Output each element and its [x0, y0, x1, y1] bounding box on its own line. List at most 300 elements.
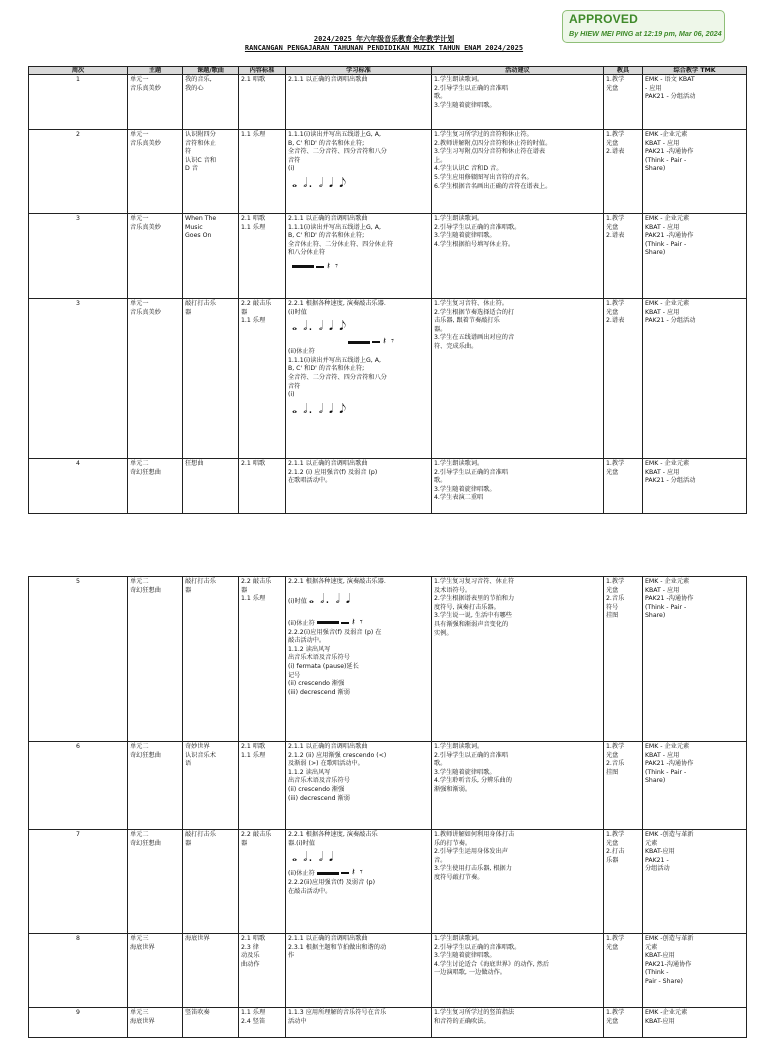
- cell-tmk: [643, 577, 747, 742]
- quarter-eighth-rest-icon: 𝄽 𝄾: [351, 867, 364, 879]
- cell-learning: [286, 830, 432, 934]
- cell-line: 光盘: [606, 308, 619, 316]
- cell-line: 1.教学: [606, 743, 625, 750]
- cell-line: KBAT-应用: [645, 848, 675, 856]
- cell-line: (i) fermata (pause)延长: [288, 662, 359, 670]
- learning-lines: [288, 300, 429, 317]
- cell-line: (i)时值: [288, 308, 307, 316]
- cell-line: PAK21 - 分组活动: [645, 317, 696, 325]
- learning-lines: [288, 348, 429, 400]
- header-learning: 学习标准: [286, 67, 432, 75]
- cell-line: 2.引导学生以正确的音准唱: [434, 751, 508, 759]
- note-values-figure: 𝅝 𝅗𝅥. 𝅗𝅥 𝅘𝅥: [308, 591, 351, 607]
- cell-line: 1.教学: [606, 131, 625, 138]
- learning-lines: [288, 578, 429, 587]
- cell-line: 竖笛吹奏: [185, 1009, 210, 1016]
- cell-line: 2.引导学生以正确的音准唱: [434, 468, 508, 476]
- cell-topic: [183, 130, 239, 214]
- cell-line: 1.学生朗读歌词。: [434, 935, 484, 942]
- cell-line: 记号: [288, 671, 301, 679]
- cell-tmk: [643, 130, 747, 214]
- cell-line: 器.(i)时值: [288, 839, 316, 847]
- cell-line: 光盘: [606, 751, 619, 759]
- cell-line: 奇幻狂想曲: [130, 468, 161, 476]
- cell-line: 海底世界: [185, 935, 210, 942]
- cell-line: 4.学生根据拍号填写休止符。: [434, 240, 515, 248]
- rest-values-figure: [348, 336, 429, 348]
- cell-line: 2.音乐: [606, 595, 625, 603]
- cell-line: 器: [185, 586, 192, 594]
- cell-line: B, C' 和D' 的音名和休止符;: [288, 365, 365, 373]
- cell-line: 2.4 竖笛: [241, 1017, 266, 1025]
- doc-title-chinese: 2024/2025 年六年级音乐教育全年教学计划: [313, 35, 455, 43]
- cell-line: 1.教学: [606, 935, 625, 942]
- cell-line: KBAT-应用: [645, 952, 675, 960]
- cell-line: 认识音乐术: [185, 751, 216, 759]
- cell-line: 2.1 唱歌: [241, 76, 266, 83]
- table-row: [29, 577, 747, 742]
- cell-theme: [128, 577, 183, 742]
- cell-line: 符号: [606, 603, 619, 611]
- note-values-figure: 𝅝 𝅗𝅥. 𝅗𝅥 𝅘𝅥 𝅘𝅥𝅮: [292, 175, 347, 191]
- cell-theme: [128, 75, 183, 130]
- cell-line: 器。: [434, 325, 447, 333]
- header-week: 周次: [29, 67, 128, 75]
- cell-line: (ii)休止符: [288, 870, 315, 878]
- cell-line: 上。: [434, 156, 447, 164]
- cell-line: 1.学生复习所学过的竖笛指法: [434, 1009, 515, 1016]
- cell-line: 音乐真美妙: [130, 84, 161, 92]
- cell-topic: [183, 459, 239, 514]
- cell-line: 乐器: [606, 856, 619, 864]
- cell-tmk: [643, 934, 747, 1008]
- cell-line: 单元二: [130, 743, 149, 750]
- cell-aids: [604, 1008, 643, 1038]
- table-row: [29, 830, 747, 934]
- cell-content: [239, 1008, 286, 1038]
- cell-line: 器: [241, 308, 248, 316]
- cell-line: Share): [645, 777, 666, 785]
- header-content: 内容标准: [239, 67, 286, 75]
- cell-line: 语: [185, 760, 192, 768]
- cell-line: 1.教学: [606, 460, 625, 467]
- cell-line: - 应用: [645, 84, 662, 92]
- cell-line: PAK21 -沟通协作: [645, 595, 694, 603]
- cell-week: 6: [29, 742, 128, 830]
- cell-theme: [128, 1008, 183, 1038]
- cell-line: 音乐真美妙: [130, 139, 161, 147]
- cell-line: EMK - 语文 KBAT: [645, 76, 695, 83]
- cell-line: 1.1 乐理: [241, 131, 266, 138]
- cell-line: 单元三: [130, 1009, 149, 1016]
- cell-line: 光盘: [606, 586, 619, 594]
- cell-line: 2.学生根据谱表里的节拍和力: [434, 595, 515, 603]
- cell-week: 1: [29, 75, 128, 130]
- header-topic: 课题/歌曲: [183, 67, 239, 75]
- cell-line: 海底世界: [130, 943, 155, 951]
- plan-table-part-1: [28, 66, 747, 514]
- cell-line: 光盘: [606, 84, 619, 92]
- cell-activities: [432, 214, 604, 299]
- cell-line: 全音符、二分音符、四分音符和八分: [288, 373, 387, 381]
- cell-line: 及术语符号。: [434, 586, 472, 594]
- cell-line: 2.2.2(i)应用强音(f) 及弱音 (p) 在: [288, 628, 382, 636]
- cell-content: [239, 830, 286, 934]
- cell-line: 器: [241, 586, 248, 594]
- cell-line: 1.学生朗读歌词。: [434, 76, 484, 83]
- half-rest-icon: [341, 872, 349, 874]
- cell-line: 作: [288, 952, 295, 960]
- cell-line: EMK - 企业元素: [645, 215, 690, 222]
- cell-line: KBAT - 应用: [645, 468, 680, 476]
- cell-week: 4: [29, 459, 128, 514]
- cell-line: 2.2.1 根据各种速度, 演奏敲击乐: [288, 831, 378, 838]
- cell-line: KBAT - 应用: [645, 751, 680, 759]
- cell-aids: [604, 299, 643, 459]
- rest-label: [288, 620, 315, 627]
- cell-line: 1.教学: [606, 300, 625, 307]
- doc-title-malay: RANCANGAN PENGAJARAN TAHUNAN PENDIDIKAN MUZIK TAHUN ENAM 2024/2025: [244, 44, 524, 52]
- cell-line: 1.教学: [606, 215, 625, 222]
- cell-line: 全音符、二分音符、四分音符和八分: [288, 148, 387, 156]
- cell-line: 2.打击: [606, 848, 625, 856]
- cell-line: 单元二: [130, 460, 149, 467]
- cell-aids: [604, 130, 643, 214]
- cell-line: Pair - Share): [645, 977, 683, 985]
- cell-activities: [432, 934, 604, 1008]
- cell-line: KBAT - 应用: [645, 223, 680, 231]
- cell-line: 1.学生复习复习音符、休止符: [434, 578, 515, 585]
- cell-line: 1.教学: [606, 578, 625, 585]
- cell-line: EMK -企业元素: [645, 131, 688, 138]
- cell-line: 1.教学: [606, 1009, 625, 1016]
- cell-line: 奇幻狂想曲: [130, 839, 161, 847]
- cell-line: 音符: [288, 382, 301, 390]
- cell-line: (iii) decrescend 渐弱: [288, 688, 350, 696]
- cell-week: 8: [29, 934, 128, 1008]
- cell-topic: [183, 75, 239, 130]
- header-activities: 活动建议: [432, 67, 604, 75]
- cell-line: 敲击活动中。: [288, 637, 326, 645]
- cell-line: 4.学生表演二重唱: [434, 494, 484, 502]
- cell-line: 2.1.1 以正确的音调唱出歌曲: [288, 743, 368, 750]
- cell-line: 曲动作: [241, 960, 260, 968]
- cell-line: 和音符的正确吹法。: [434, 1017, 490, 1025]
- quarter-eighth-rest-icon: 𝄽 𝄾: [383, 336, 395, 348]
- half-rest-icon: [372, 341, 380, 343]
- cell-line: 狂想曲: [185, 460, 204, 467]
- cell-theme: [128, 830, 183, 934]
- learning-lines: [288, 215, 429, 258]
- cell-line: PAK21 -: [645, 856, 669, 864]
- cell-line: 2.谱表: [606, 232, 625, 240]
- cell-line: Share): [645, 165, 666, 173]
- cell-activities: [432, 577, 604, 742]
- cell-activities: [432, 459, 604, 514]
- cell-line: 2.1.2 (ii) 应用渐强 crescendo (<): [288, 751, 387, 759]
- cell-line: 1.学生朗读歌词。: [434, 215, 484, 222]
- cell-content: [239, 742, 286, 830]
- cell-line: 光盘: [606, 223, 619, 231]
- cell-line: 2.2.2(ii)应用强音(f) 及弱音 (p): [288, 879, 376, 887]
- cell-line: 敲打打击乐: [185, 300, 216, 307]
- cell-line: 3.学生随着旋律唱歌。: [434, 101, 496, 109]
- cell-line: 3.学生说一说, 生活中有哪些: [434, 612, 512, 620]
- cell-line: 单元二: [130, 578, 149, 585]
- cell-aids: [604, 459, 643, 514]
- cell-line: 实例。: [434, 629, 453, 637]
- cell-line: 元素: [645, 839, 658, 847]
- cell-activities: [432, 830, 604, 934]
- cell-line: B, C' 和D' 的音名和休止符;: [288, 139, 365, 147]
- cell-line: EMK - 企业元素: [645, 460, 690, 467]
- cell-line: 音乐真美妙: [130, 223, 161, 231]
- cell-line: 一边演唱歌, 一边做动作。: [434, 969, 506, 977]
- whole-rest-icon: [348, 341, 370, 344]
- cell-line: 4.学生认识C 音和D 音。: [434, 165, 503, 173]
- duration-label: (i)时值: [288, 597, 307, 605]
- cell-line: 2.3 律: [241, 943, 259, 951]
- cell-content: [239, 459, 286, 514]
- cell-line: 1.1 乐理: [241, 751, 266, 759]
- cell-tmk: [643, 830, 747, 934]
- cell-line: 2.2 敲击乐: [241, 578, 272, 585]
- table-header-row: [29, 67, 747, 75]
- cell-aids: [604, 577, 643, 742]
- cell-line: 单元一: [130, 300, 149, 307]
- cell-line: PAK21 - 分组活动: [645, 93, 696, 101]
- cell-line: 5.学生应用修辍图写出音符的音名。: [434, 173, 533, 181]
- cell-aids: [604, 742, 643, 830]
- quarter-eighth-rest-icon: 𝄽 𝄾: [327, 260, 339, 272]
- cell-line: 歌。: [434, 477, 447, 485]
- cell-theme: [128, 130, 183, 214]
- cell-line: 3.学生使用打击乐器, 根据力: [434, 865, 512, 873]
- cell-line: 3.学生随着旋律唱歌。: [434, 952, 496, 960]
- cell-week: 5: [29, 577, 128, 742]
- cell-line: 2.1 唱歌: [241, 743, 266, 750]
- rest-label: [288, 870, 315, 877]
- cell-activities: [432, 1008, 604, 1038]
- cell-activities: [432, 130, 604, 214]
- cell-theme: [128, 459, 183, 514]
- cell-line: 2.引导学生运用身体发出声: [434, 848, 508, 856]
- cell-line: 2.2 敲击乐: [241, 300, 272, 307]
- cell-line: 2.引导学生以正确的音准唱歌。: [434, 943, 521, 951]
- cell-line: 2.引导学生以正确的音准唱: [434, 84, 508, 92]
- cell-line: (Think - Pair -: [645, 156, 687, 164]
- cell-line: 3.学生习写附点四分音符和休止符在谱表: [434, 148, 546, 156]
- cell-line: 光盘: [606, 943, 619, 951]
- cell-week: 3: [29, 299, 128, 459]
- stamp-approver: By HIEW MEI PING at 12:19 pm, Mar 06, 2024: [569, 29, 722, 38]
- cell-line: KBAT - 应用: [645, 139, 680, 147]
- cell-week: 3: [29, 214, 128, 299]
- cell-learning: [286, 75, 432, 130]
- cell-line: 全音休止符、二分休止符、四分休止符: [288, 240, 394, 248]
- cell-line: D 音: [185, 165, 198, 173]
- cell-line: KBAT - 应用: [645, 586, 680, 594]
- cell-line: 度符号, 演奏打击乐器。: [434, 603, 500, 611]
- cell-week: 9: [29, 1008, 128, 1038]
- cell-line: 2.谱表: [606, 148, 625, 156]
- learning-lines: [288, 879, 429, 896]
- cell-learning: [286, 577, 432, 742]
- table-row: [29, 459, 747, 514]
- cell-line: (ii)休止符: [288, 348, 315, 356]
- cell-line: 我的音乐,: [185, 76, 212, 83]
- cell-line: 1.教学: [606, 831, 625, 838]
- cell-aids: [604, 214, 643, 299]
- whole-rest-icon: [317, 621, 339, 624]
- cell-line: EMK - 企业元素: [645, 743, 690, 750]
- cell-line: 单元三: [130, 935, 149, 942]
- cell-line: 1.1.2 读出风写: [288, 645, 331, 653]
- cell-line: 我的心: [185, 84, 204, 92]
- cell-line: 奇幻狂想曲: [130, 751, 161, 759]
- whole-rest-icon: [292, 265, 314, 268]
- rest-values-line: [288, 867, 429, 879]
- cell-week: 7: [29, 830, 128, 934]
- cell-line: 及渐弱 (>) 在歌唱活动中。: [288, 760, 364, 768]
- cell-line: 2.1.1 以正确的音调唱出歌曲: [288, 935, 368, 942]
- cell-line: (Think - Pair -: [645, 240, 687, 248]
- cell-learning: [286, 934, 432, 1008]
- cell-tmk: [643, 1008, 747, 1038]
- note-values-figure: 𝅝 𝅗𝅥. 𝅗𝅥 𝅘𝅥 𝅘𝅥𝅮: [292, 319, 347, 335]
- cell-line: 歌。: [434, 760, 447, 768]
- cell-activities: [432, 299, 604, 459]
- cell-line: PAK21 -沟通协作: [645, 760, 694, 768]
- cell-line: 2.谱表: [606, 317, 625, 325]
- cell-line: 器: [185, 839, 192, 847]
- cell-line: 击乐器, 跟着节奏敲打乐: [434, 317, 500, 325]
- cell-tmk: [643, 459, 747, 514]
- cell-line: PAK21 - 分组活动: [645, 477, 696, 485]
- cell-activities: [432, 742, 604, 830]
- cell-line: 2.1.1 以正确的音调唱出歌曲: [288, 460, 368, 467]
- cell-content: [239, 577, 286, 742]
- quarter-eighth-rest-icon: 𝄽 𝄾: [351, 616, 364, 628]
- half-rest-icon: [316, 266, 324, 268]
- table-row: [29, 75, 747, 130]
- cell-line: 认识附四分: [185, 131, 216, 138]
- cell-line: (iii) decrescend 渐弱: [288, 794, 350, 802]
- cell-line: 1.学生朗读歌词。: [434, 743, 484, 750]
- cell-tmk: [643, 299, 747, 459]
- cell-line: 分组活动: [645, 865, 670, 873]
- cell-line: (ii)休止符: [288, 619, 315, 627]
- cell-line: 奇妙世界: [185, 743, 210, 750]
- cell-line: 2.教师讲解附点四分音符和休止符的时值。: [434, 139, 552, 147]
- plan-table-part-2: [28, 576, 747, 1038]
- cell-line: KBAT - 应用: [645, 308, 680, 316]
- stamp-title: APPROVED: [569, 12, 638, 26]
- cell-topic: [183, 934, 239, 1008]
- cell-line: 1.1 乐理: [241, 595, 266, 603]
- cell-line: 奇幻狂想曲: [130, 586, 161, 594]
- cell-line: EMK -企业元素: [645, 1009, 688, 1016]
- cell-topic: [183, 299, 239, 459]
- cell-line: 2.引导学生以正确的音准唱歌。: [434, 223, 521, 231]
- cell-learning: [286, 130, 432, 214]
- whole-rest-icon: [317, 872, 339, 875]
- cell-line: 器: [241, 839, 248, 847]
- table-row: [29, 742, 747, 830]
- cell-line: 1.1 乐理: [241, 1009, 266, 1016]
- cell-line: 1.学生朗读歌词。: [434, 460, 484, 467]
- cell-line: 单元一: [130, 131, 149, 138]
- cell-line: 敲打打击乐: [185, 831, 216, 838]
- cell-line: 器: [185, 308, 192, 316]
- cell-content: [239, 934, 286, 1008]
- table-row: [29, 299, 747, 459]
- table-row: [29, 934, 747, 1008]
- cell-line: 1.学生复习音符、休止符。: [434, 300, 508, 307]
- cell-line: 光盘: [606, 468, 619, 476]
- cell-line: 3.学生随着旋律唱歌。: [434, 485, 496, 493]
- cell-line: EMK -创造与革新: [645, 831, 694, 838]
- cell-line: 在歌唱活动中。: [288, 477, 332, 485]
- cell-line: 1.1.1(i)读出并写出五线谱上G, A,: [288, 356, 381, 364]
- cell-line: 音乐真美妙: [130, 308, 161, 316]
- cell-theme: [128, 934, 183, 1008]
- cell-line: 1.1.2 读出风写: [288, 768, 331, 776]
- cell-line: 光盘: [606, 839, 619, 847]
- cell-topic: [183, 830, 239, 934]
- cell-theme: [128, 299, 183, 459]
- cell-line: EMK - 企业元素: [645, 578, 690, 585]
- cell-line: (ii) crescendo 渐强: [288, 680, 345, 688]
- cell-line: 动及乐: [241, 952, 260, 960]
- cell-line: B, C' 和D' 的音名和休止符;: [288, 232, 365, 240]
- cell-line: PAK21-沟通协作: [645, 960, 692, 968]
- note-values-figure: 𝅝 𝅗𝅥. 𝅗𝅥 𝅘𝅥: [292, 850, 335, 866]
- cell-line: 2.3.1 根据主题和节拍做出和谐的动: [288, 943, 387, 951]
- cell-line: 1.教师讲解如何利用身体打击: [434, 831, 515, 838]
- cell-line: 4.学生聆听音乐, 分辨乐曲的: [434, 777, 512, 785]
- cell-line: 单元一: [130, 76, 149, 83]
- cell-line: 6.学生根据音名画出正确的音符在谱表上。: [434, 182, 552, 190]
- cell-learning: [286, 742, 432, 830]
- cell-line: 具有渐强和渐弱声音变化的: [434, 620, 509, 628]
- cell-line: 出音乐术语及音乐符号: [288, 777, 350, 785]
- cell-line: 光盘: [606, 139, 619, 147]
- cell-week: 2: [29, 130, 128, 214]
- table-row: [29, 130, 747, 214]
- cell-line: 2.学生根据节奏选择适合的打: [434, 308, 515, 316]
- note-values-figure-2: 𝅝 𝅗𝅥. 𝅗𝅥 𝅘𝅥 𝅘𝅥𝅮: [292, 401, 347, 417]
- cell-line: 2.2.1 根据各种速度, 演奏敲击乐器.: [288, 578, 386, 585]
- cell-line: 单元一: [130, 215, 149, 222]
- learning-lines: [288, 629, 429, 698]
- rest-values-line: [288, 617, 429, 629]
- cell-line: When The: [185, 215, 217, 222]
- cell-activities: [432, 75, 604, 130]
- learning-lines: [288, 831, 429, 848]
- cell-line: (i): [288, 391, 295, 399]
- cell-line: 3.学生随着旋律唱歌。: [434, 232, 496, 240]
- cell-line: 音符: [288, 156, 301, 164]
- cell-content: [239, 130, 286, 214]
- header-tmk: 综合教学 TMK: [643, 67, 747, 75]
- cell-learning: [286, 299, 432, 459]
- cell-line: 音符和休止: [185, 139, 216, 147]
- cell-line: 乐的打节奏。: [434, 839, 472, 847]
- cell-line: 符: [185, 148, 192, 156]
- cell-line: 和八分休止符: [288, 249, 326, 257]
- cell-line: Music: [185, 223, 203, 231]
